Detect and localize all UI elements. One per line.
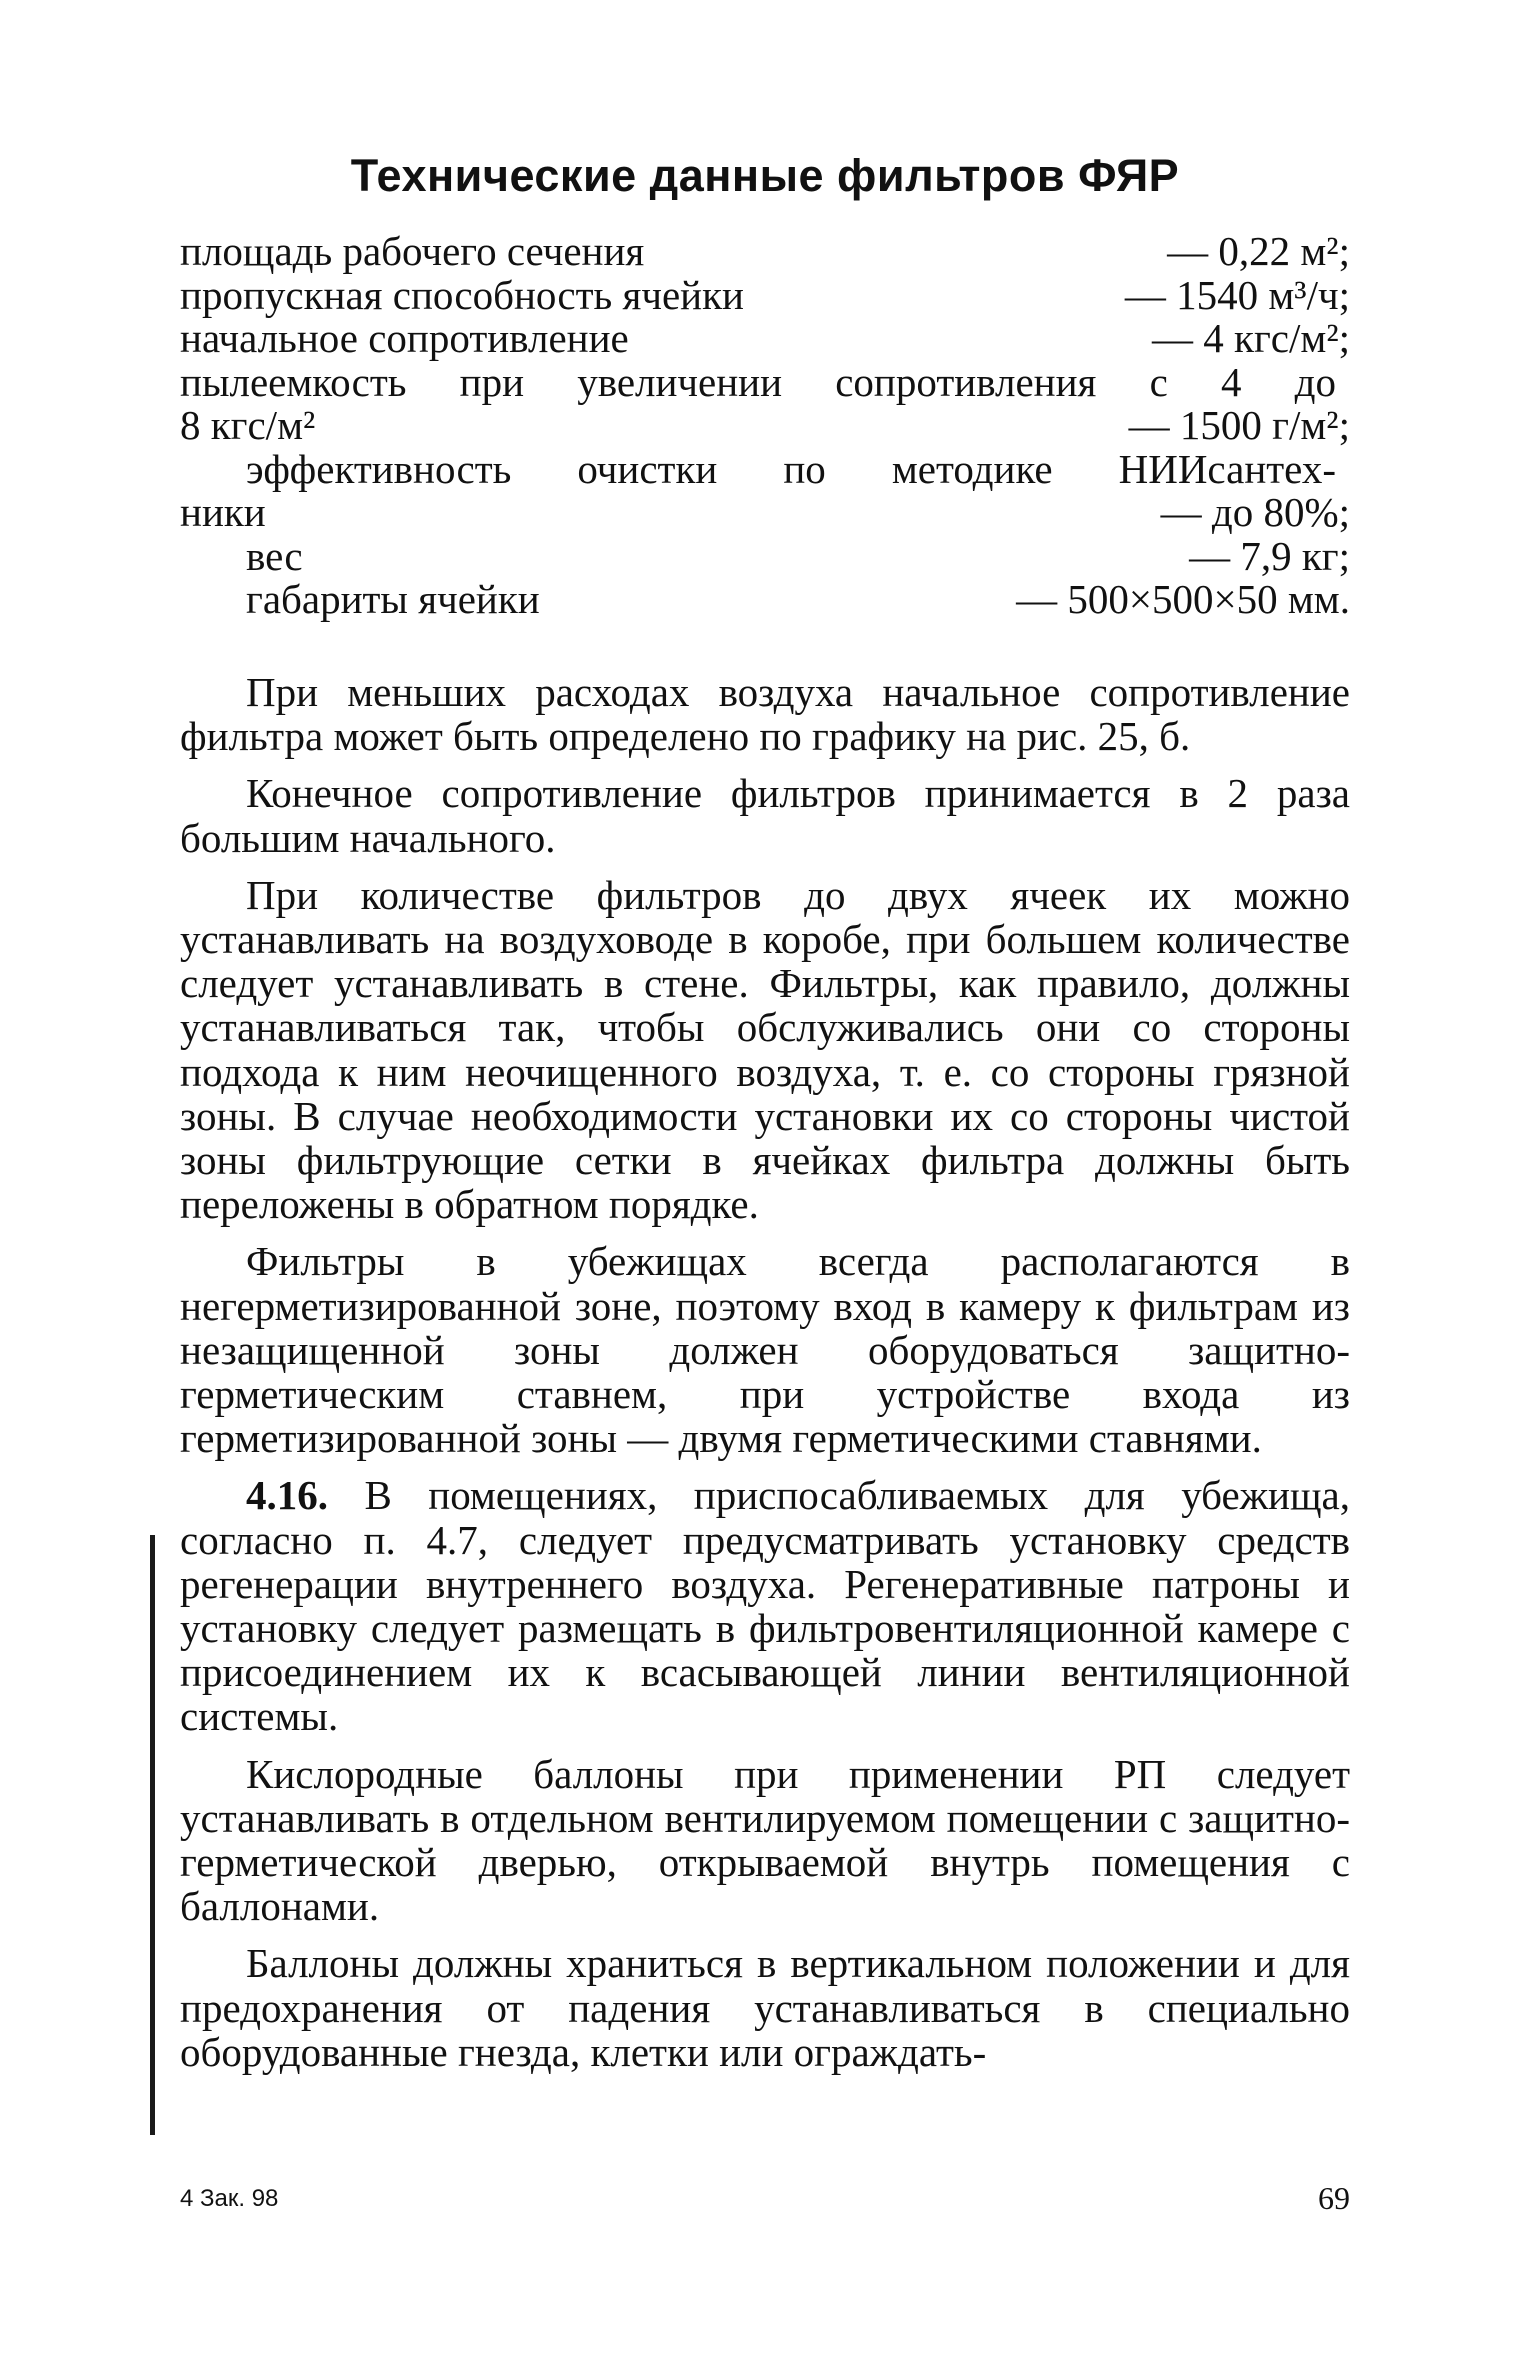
paragraph <box>180 873 1350 1227</box>
clause-number: 4.16. <box>246 1472 328 1519</box>
paragraph <box>180 1239 1350 1460</box>
paragraph-text: Кислородные баллоны при применении РП следует устанавливать в отдельном вентилируемом помещении с защитно-герметической дверью, открываемой внутрь помещения с баллонами. <box>180 1750 1350 1930</box>
spec-label: эффективность очистки по методике НИИсантех- <box>246 445 1336 492</box>
revision-margin-line <box>150 1535 155 2135</box>
spec-label: габариты ячейки <box>246 576 540 622</box>
spec-value: — 1500 г/м²; <box>1128 402 1350 448</box>
section-title: Технические данные фильтров ФЯР <box>350 150 1180 201</box>
spec-value: — 7,9 кг; <box>1189 532 1350 579</box>
spec-value: — 4 кгс/м²; <box>1152 315 1350 361</box>
paragraph-text: Баллоны должны храниться в вертикальном положении и для предохранения от падения устанавливаться в специально оборудованные гнезда, клетки или ограждать- <box>180 1940 1350 2075</box>
paragraph-text: Фильтры в убежищах всегда располагаются в негерметизированной зоне, поэтому вход в камеру к фильтрам из незащищенной зоны должен оборудоваться защитно-герметическим ставнем, при устройстве входа из герметизированной зоны — двумя герметическими ставнями. <box>180 1238 1350 1462</box>
body-text <box>180 670 1350 2087</box>
printing-order-mark: 4 Зак. 98 <box>180 2185 279 2212</box>
paragraph-4-16 <box>180 1473 1350 1738</box>
spec-row <box>180 230 1350 274</box>
spec-label: 8 кгс/м² <box>180 402 316 448</box>
specs-list <box>180 230 1350 622</box>
spec-value: — до 80%; <box>1160 489 1350 535</box>
spec-row <box>180 445 1350 492</box>
spec-value: — 500×500×50 мм. <box>1016 576 1350 622</box>
spec-row <box>180 404 1350 448</box>
spec-value: — 1540 м³/ч; <box>1124 271 1350 318</box>
spec-row <box>180 271 1350 318</box>
spec-label: вес <box>246 532 303 579</box>
paragraph-text: Конечное сопротивление фильтров принимается в 2 раза большим начального. <box>180 770 1350 861</box>
spec-label: начальное сопротивление <box>180 315 629 361</box>
spec-label: пропускная способность ячейки <box>180 271 744 318</box>
paragraph-text: При количестве фильтров до двух ячеек их можно устанавливать на воздуховоде в коробе, при большем количестве следует устанавливать в стене. Фильтры, как правило, должны устанавливаться так, чтобы обслуживались они со стороны подхода к ним неочищенного воздуха, т. е. со стороны грязной зоны. В случае необходимости установки их со стороны чистой зоны фильтрующие сетки в ячейках фильтра должны быть переложены в обратном порядке. <box>180 871 1350 1228</box>
paragraph <box>180 670 1350 758</box>
spec-label: ники <box>180 489 266 535</box>
page-number: 69 <box>1318 2180 1350 2216</box>
paragraph <box>180 1941 1350 2074</box>
paragraph <box>180 771 1350 859</box>
spec-label: пылеемкость при увеличении сопротивления с 4 до <box>180 358 1336 405</box>
paragraph <box>180 1752 1350 1929</box>
spec-row <box>180 532 1350 579</box>
spec-row <box>180 578 1350 622</box>
paragraph-text: При меньших расходах воздуха начальное сопротивление фильтра может быть определено по графику на рис. 25, б. <box>180 669 1350 760</box>
spec-label: площадь рабочего сечения <box>180 228 645 274</box>
spec-value: — 0,22 м²; <box>1167 228 1350 274</box>
spec-row <box>180 358 1350 405</box>
spec-row <box>180 491 1350 535</box>
paragraph-text: В помещениях, приспосабливаемых для убежища, согласно п. 4.7, следует предусматривать установку средств регенерации внутреннего воздуха. Регенеративные патроны и установку следует размещать в фильтровентиляционной камере с присоединением их к всасывающей линии вентиляционной системы. <box>180 1472 1350 1740</box>
spec-row <box>180 317 1350 361</box>
